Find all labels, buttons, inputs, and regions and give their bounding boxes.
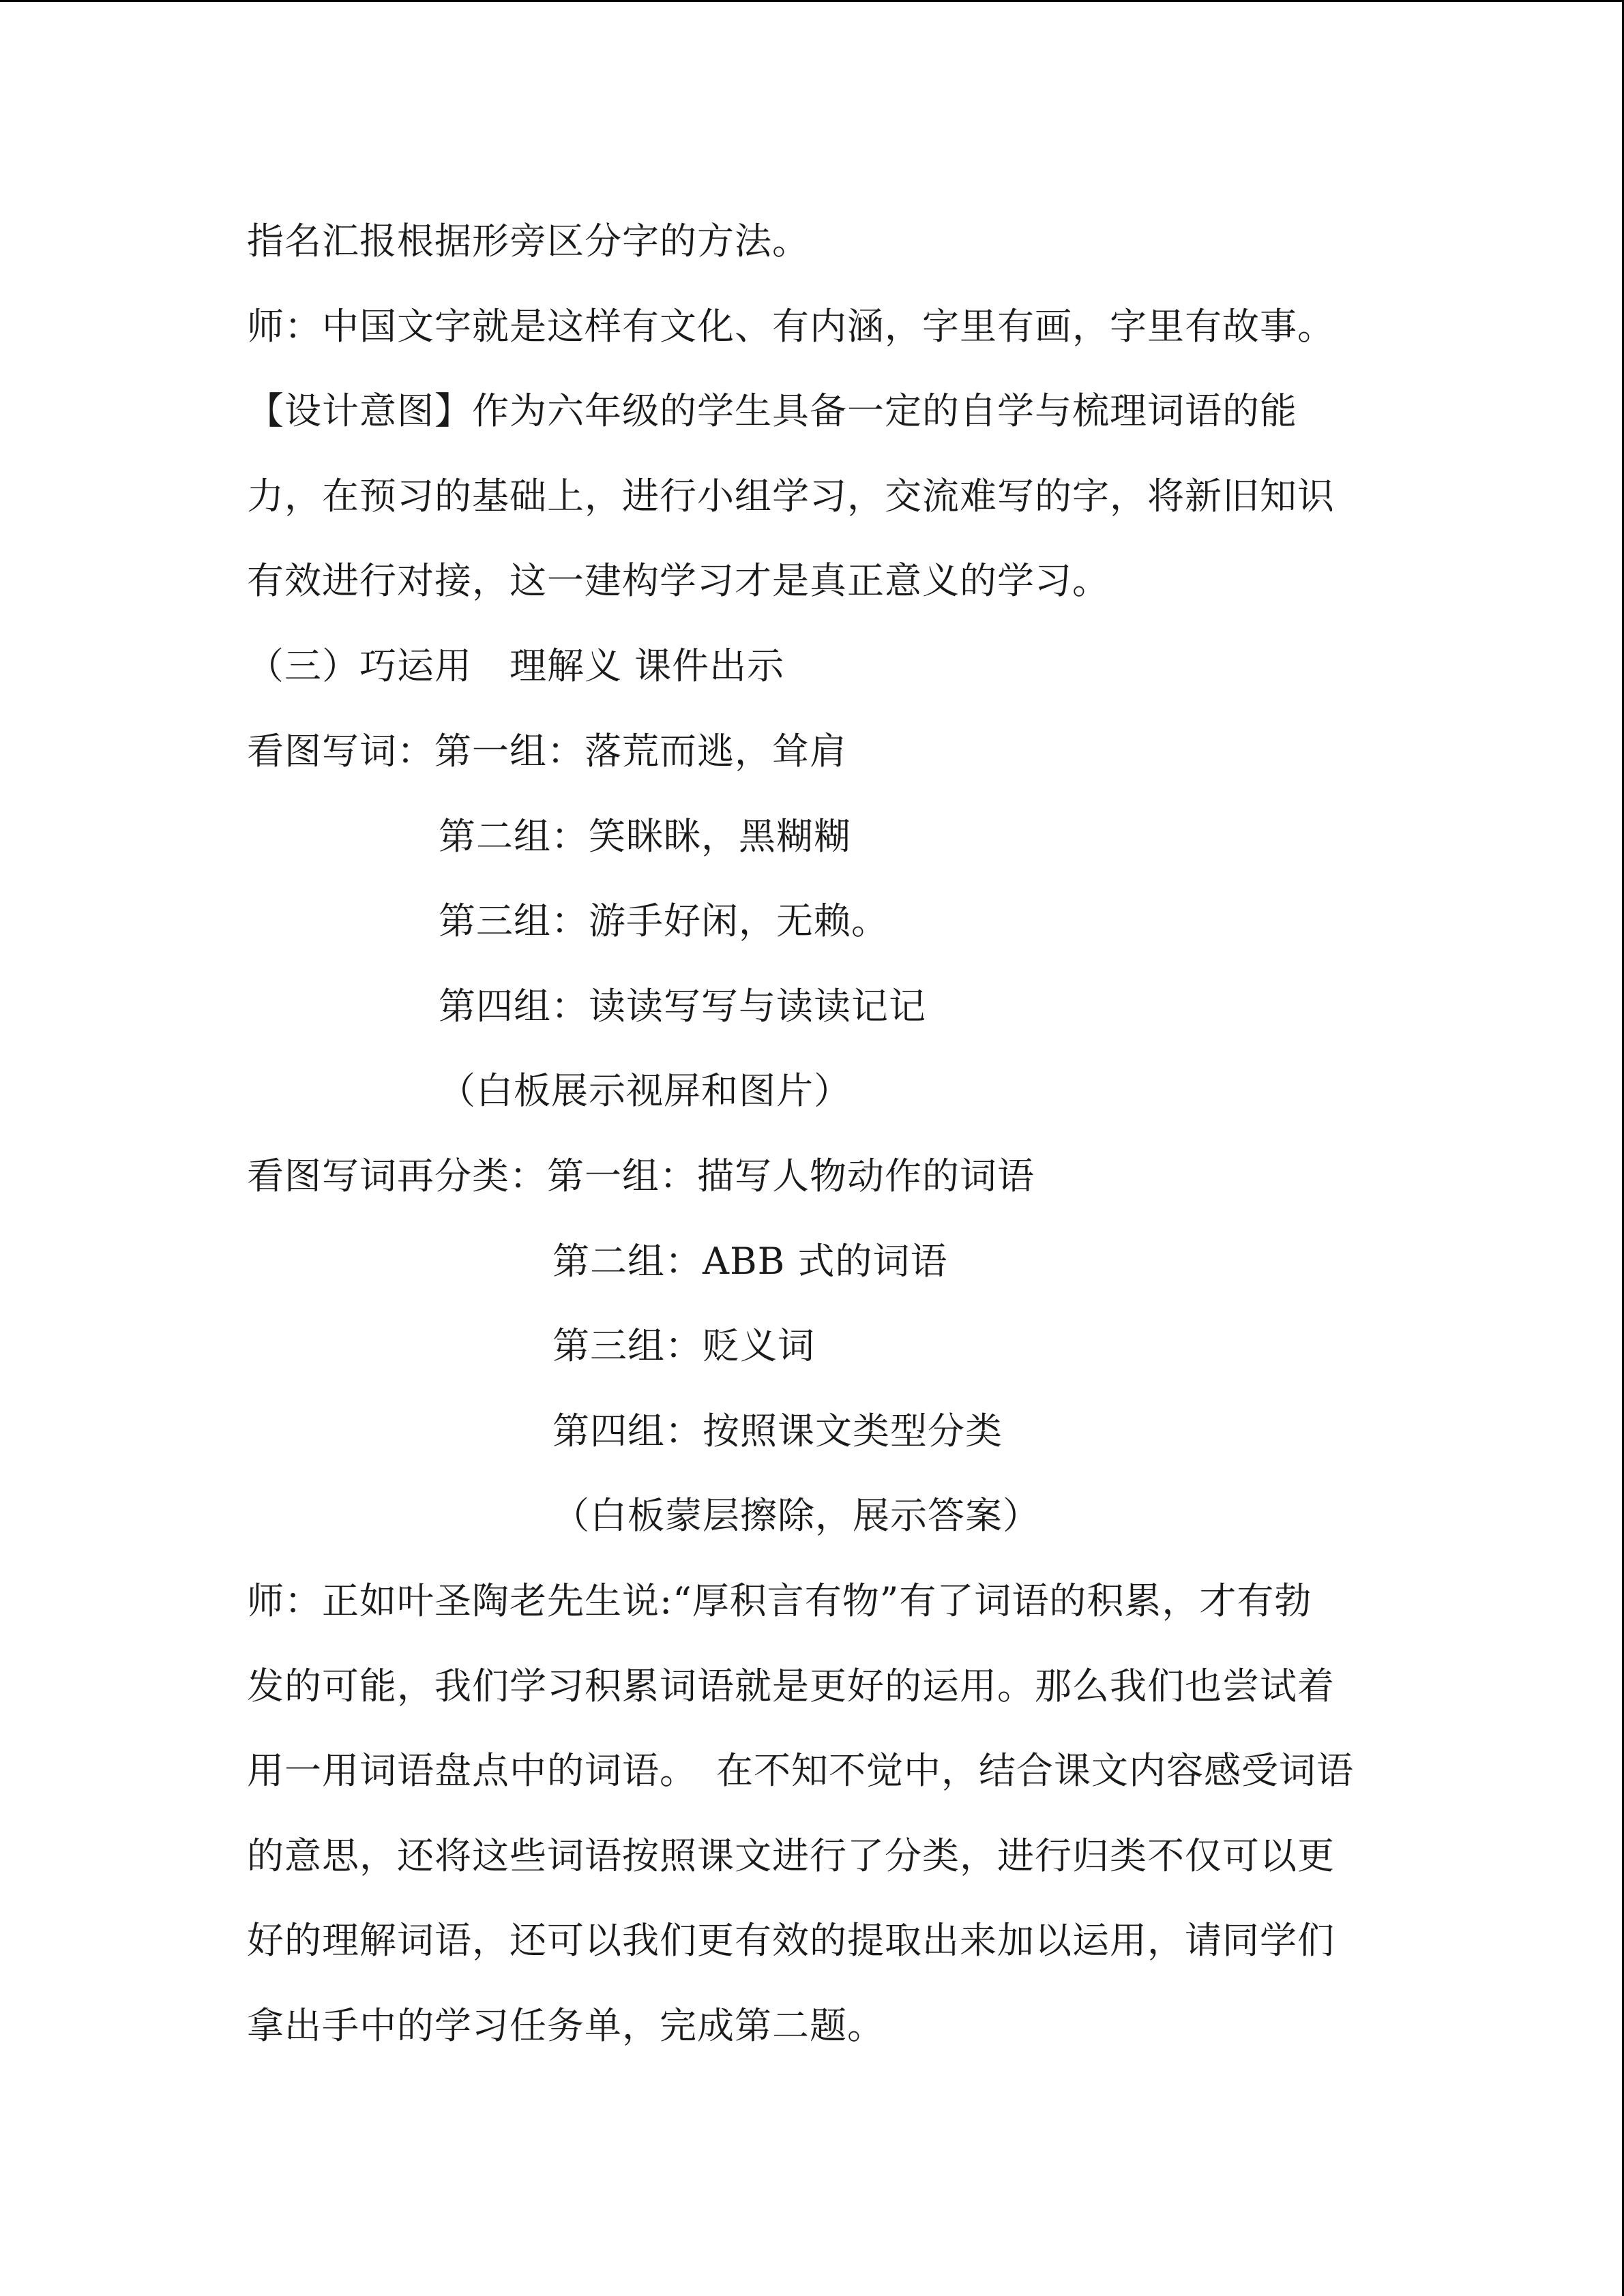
section-heading: （三）巧运用 理解义 课件出示 bbox=[247, 644, 785, 687]
text-line: 第二组：ABB 式的词语 bbox=[552, 1240, 948, 1283]
text-line: 师：正如叶圣陶老先生说:“厚积言有物”有了词语的积累，才有勃 bbox=[247, 1579, 1312, 1622]
text-line: 看图写词：第一组：落荒而逃，耸肩 bbox=[247, 730, 847, 773]
text-line: （白板蒙层擦除，展示答案） bbox=[552, 1494, 1040, 1537]
text-line: 第四组：按照课文类型分类 bbox=[552, 1410, 1003, 1452]
text-line: 拿出手中的学习任务单，完成第二题。 bbox=[247, 2004, 885, 2047]
text-line: 第四组：读读写写与读读记记 bbox=[439, 985, 926, 1028]
text-line: （白板展示视屏和图片） bbox=[439, 1069, 851, 1112]
text-line: 看图写词再分类：第一组：描写人物动作的词语 bbox=[247, 1154, 1035, 1197]
text-line: 的意思，还将这些词语按照课文进行了分类，进行归类不仅可以更 bbox=[247, 1834, 1335, 1877]
text-line: 发的可能，我们学习积累词语就是更好的运用。那么我们也尝试着 bbox=[247, 1665, 1335, 1708]
text-line: 好的理解词语，还可以我们更有效的提取出来加以运用，请同学们 bbox=[247, 1919, 1335, 1962]
text-line: 【设计意图】作为六年级的学生具备一定的自学与梳理词语的能 bbox=[247, 389, 1297, 432]
text-line: 用一用词语盘点中的词语。 在不知不觉中，结合课文内容感受词语 bbox=[247, 1749, 1354, 1792]
text-line: 第三组：贬义词 bbox=[552, 1324, 815, 1367]
text-line: 指名汇报根据形旁区分字的方法。 bbox=[247, 220, 810, 263]
text-line: 力，在预习的基础上，进行小组学习，交流难写的字，将新旧知识 bbox=[247, 475, 1335, 518]
text-line: 师：中国文字就是这样有文化、有内涵，字里有画，字里有故事。 bbox=[247, 305, 1335, 348]
text-line: 有效进行对接，这一建构学习才是真正意义的学习。 bbox=[247, 559, 1110, 602]
text-line: 第二组：笑眯眯，黑糊糊 bbox=[439, 815, 851, 858]
text-line: 第三组：游手好闲，无赖。 bbox=[439, 899, 889, 942]
